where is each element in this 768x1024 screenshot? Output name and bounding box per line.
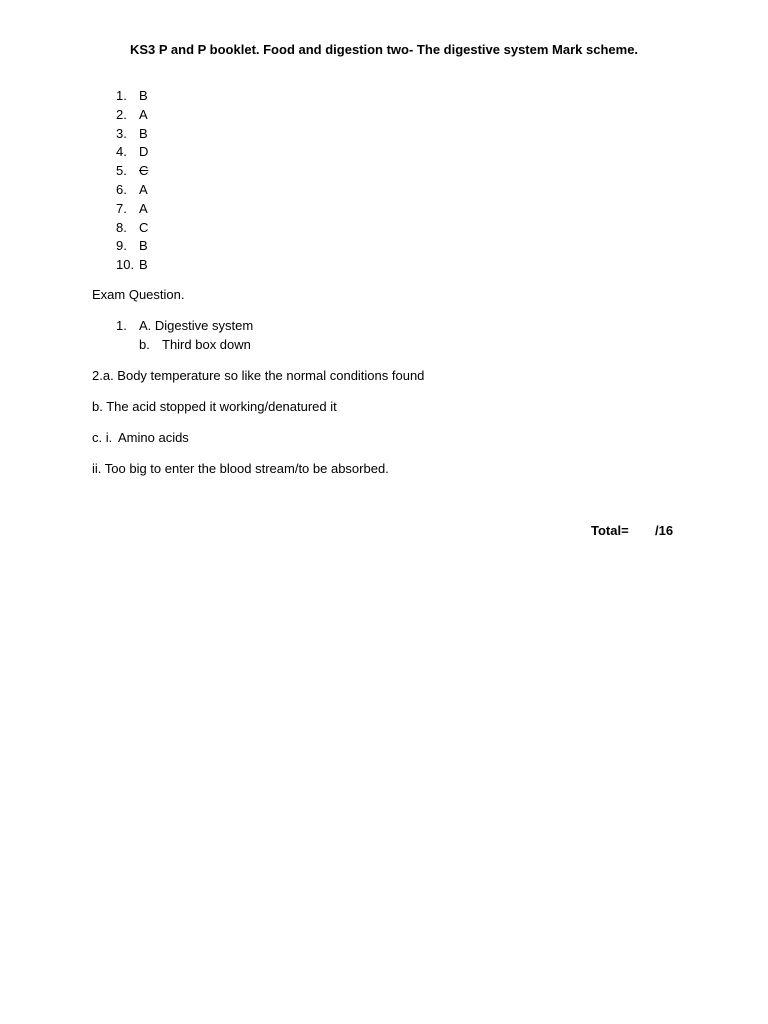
total-score: /16 xyxy=(655,523,674,538)
answer-number: 1. xyxy=(116,88,127,103)
answer-letter: B xyxy=(139,257,148,273)
q1b-answer: Third box down xyxy=(162,337,251,352)
answer-number: 2. xyxy=(116,106,127,122)
answer-list xyxy=(116,87,148,275)
list-item-struck xyxy=(116,162,148,181)
q1-number: 1. xyxy=(116,318,127,333)
answer-letter: A xyxy=(139,106,148,122)
answer-number: 8. xyxy=(116,219,127,235)
answer-letter: A xyxy=(139,200,148,216)
total-line xyxy=(591,523,674,538)
page-title: KS3 P and P booklet. Food and digestion two- The digestive system Mark scheme. xyxy=(129,42,639,57)
answer-letter: B xyxy=(139,238,148,254)
q2a-answer: 2.a. Body temperature so like the normal conditions found xyxy=(92,368,425,383)
q2b-answer: b. The acid stopped it working/denatured it xyxy=(92,399,337,414)
answer-letter: A xyxy=(139,181,148,197)
list-item xyxy=(116,125,148,144)
list-item xyxy=(116,237,148,256)
list-item xyxy=(116,256,148,275)
list-item xyxy=(116,219,148,238)
answer-number: 7. xyxy=(116,200,127,216)
total-label: Total= xyxy=(591,523,629,538)
q2c-label: c. i. xyxy=(92,430,113,445)
answer-number: 3. xyxy=(116,125,127,141)
list-item xyxy=(116,143,148,162)
answer-letter: D xyxy=(139,144,149,160)
q1b-label: b. xyxy=(139,337,150,352)
answer-number: 4. xyxy=(116,144,127,160)
answer-letter: C xyxy=(139,219,149,235)
q2c-answer: Amino acids xyxy=(118,430,189,445)
answer-number: 6. xyxy=(116,181,127,197)
answer-letter: C xyxy=(139,163,149,179)
list-item xyxy=(116,200,148,219)
list-item xyxy=(116,87,148,106)
list-item xyxy=(116,181,148,200)
answer-number: 5. xyxy=(116,163,127,179)
exam-question-heading: Exam Question. xyxy=(92,287,185,302)
answer-letter: B xyxy=(139,88,148,103)
answer-letter: B xyxy=(139,125,148,141)
answer-number: 10. xyxy=(116,257,135,273)
list-item xyxy=(116,106,148,125)
q1a-answer: A. Digestive system xyxy=(139,318,254,333)
struck-answer xyxy=(116,163,148,178)
answer-number: 9. xyxy=(116,238,127,254)
q2c-ii-answer: ii. Too big to enter the blood stream/to be absorbed. xyxy=(92,461,389,476)
